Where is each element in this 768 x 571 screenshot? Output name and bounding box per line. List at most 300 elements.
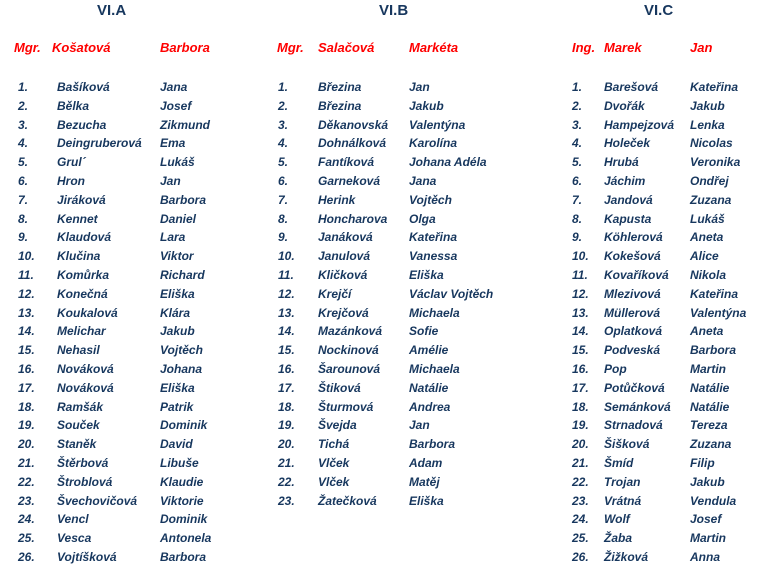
student-number: 7.	[18, 192, 29, 207]
student-surname: Honcharova	[318, 211, 388, 226]
student-given-name: Jakub	[690, 474, 725, 489]
student-given-name: Johana Adéla	[409, 155, 487, 170]
student-given-name: Barbora	[690, 343, 737, 358]
student-number: 15.	[18, 343, 35, 358]
student-surname: Vlček	[318, 455, 350, 470]
student-row	[556, 492, 768, 511]
student-number: 21.	[278, 455, 295, 470]
student-number: 8.	[572, 211, 583, 226]
student-given-name: Lukáš	[690, 211, 725, 226]
student-number: 4.	[278, 136, 289, 151]
student-given-name: Natálie	[690, 380, 730, 395]
student-row	[256, 341, 556, 360]
student-given-name: Klára	[160, 305, 191, 320]
student-surname: Krejčí	[318, 286, 352, 301]
student-surname: Hrubá	[604, 155, 639, 170]
student-given-name: Ema	[160, 136, 186, 151]
student-given-name: Josef	[160, 98, 192, 113]
student-surname: Kokešová	[604, 249, 661, 264]
student-surname: Jáchim	[604, 173, 646, 188]
student-surname: Grul´	[57, 155, 86, 170]
teacher-degree: Mgr.	[277, 40, 304, 55]
student-surname: Koukalová	[57, 305, 118, 320]
student-surname: Bezucha	[57, 117, 107, 132]
student-given-name: Eliška	[409, 267, 444, 282]
student-surname: Štěrbová	[57, 455, 109, 470]
student-number: 14.	[278, 324, 295, 339]
student-row	[0, 78, 256, 97]
student-number: 9.	[278, 230, 289, 245]
student-row	[0, 116, 256, 135]
student-number: 10.	[278, 249, 295, 264]
student-number: 5.	[572, 155, 583, 170]
student-given-name: Richard	[160, 267, 205, 282]
student-given-name: Eliška	[160, 380, 195, 395]
student-number: 19.	[278, 418, 295, 433]
student-surname: Konečná	[57, 286, 108, 301]
student-number: 18.	[572, 399, 589, 414]
student-row	[256, 360, 556, 379]
student-number: 3.	[18, 117, 29, 132]
student-given-name: Matěj	[409, 474, 440, 489]
student-row	[256, 228, 556, 247]
student-row	[556, 191, 768, 210]
student-row	[0, 97, 256, 116]
student-row	[0, 304, 256, 323]
student-number: 5.	[18, 155, 29, 170]
student-row	[0, 172, 256, 191]
student-number: 18.	[18, 399, 35, 414]
student-row	[256, 210, 556, 229]
student-given-name: Daniel	[160, 211, 197, 226]
student-given-name: Antonela	[160, 531, 212, 546]
student-given-name: Michaela	[409, 305, 460, 320]
student-given-name: Dominik	[160, 512, 208, 527]
student-surname: Jandová	[604, 192, 653, 207]
student-row	[0, 510, 256, 529]
student-given-name: Eliška	[160, 286, 195, 301]
student-number: 22.	[572, 474, 589, 489]
student-surname: Žižková	[604, 549, 649, 564]
student-row	[556, 454, 768, 473]
student-row	[0, 454, 256, 473]
student-number: 2.	[572, 98, 583, 113]
student-given-name: Barbora	[409, 437, 456, 452]
student-surname: Nováková	[57, 361, 114, 376]
student-number: 2.	[18, 98, 29, 113]
student-number: 19.	[18, 418, 35, 433]
student-number: 20.	[572, 437, 589, 452]
class-column-vi-c	[556, 0, 768, 571]
student-number: 17.	[572, 380, 589, 395]
student-row	[556, 473, 768, 492]
student-given-name: Sofie	[409, 324, 439, 339]
student-given-name: Martin	[690, 361, 726, 376]
student-number: 16.	[278, 361, 295, 376]
student-number: 3.	[572, 117, 583, 132]
student-row	[256, 435, 556, 454]
student-given-name: Valentýna	[690, 305, 747, 320]
student-given-name: Jakub	[160, 324, 195, 339]
student-row	[556, 379, 768, 398]
student-row	[256, 191, 556, 210]
student-given-name: Olga	[409, 211, 436, 226]
student-surname: Kennet	[57, 211, 98, 226]
student-number: 20.	[18, 437, 35, 452]
student-number: 16.	[572, 361, 589, 376]
student-row	[256, 492, 556, 511]
student-row	[556, 210, 768, 229]
student-number: 21.	[572, 455, 589, 470]
student-surname: Mlezivová	[604, 286, 661, 301]
student-given-name: Vojtěch	[409, 192, 452, 207]
student-row	[0, 322, 256, 341]
student-given-name: Vanessa	[409, 249, 458, 264]
student-row	[256, 398, 556, 417]
student-number: 8.	[278, 211, 289, 226]
student-surname: Pop	[604, 361, 627, 376]
student-row	[556, 398, 768, 417]
student-surname: Březina	[318, 80, 362, 94]
student-number: 9.	[572, 230, 583, 245]
student-given-name: Kateřina	[690, 286, 739, 301]
student-surname: Potůčková	[604, 380, 665, 395]
student-surname: Vrátná	[604, 493, 642, 508]
student-row	[0, 341, 256, 360]
teacher-given-name: Jan	[690, 40, 713, 55]
student-row	[256, 153, 556, 172]
student-number: 3.	[278, 117, 289, 132]
student-row	[256, 247, 556, 266]
student-surname: Wolf	[604, 512, 630, 527]
student-number: 25.	[18, 531, 35, 546]
student-number: 24.	[18, 512, 35, 527]
student-surname: Krejčová	[318, 305, 369, 320]
student-row	[256, 97, 556, 116]
student-number: 26.	[18, 549, 35, 564]
student-row	[556, 529, 768, 548]
student-surname: Švejda	[318, 418, 357, 433]
student-row	[0, 473, 256, 492]
student-given-name: Natálie	[690, 399, 730, 414]
student-surname: Šarounová	[318, 361, 381, 376]
class-title: VI.B	[379, 2, 409, 19]
student-number: 1.	[278, 80, 289, 94]
student-surname: Jiráková	[57, 192, 106, 207]
student-surname: Herink	[318, 192, 356, 207]
student-surname: Šmíd	[604, 455, 634, 470]
student-row	[0, 492, 256, 511]
student-given-name: Vojtěch	[160, 343, 203, 358]
student-surname: Šturmová	[318, 399, 374, 414]
student-row	[256, 78, 556, 97]
student-number: 13.	[278, 305, 295, 320]
student-row	[256, 285, 556, 304]
student-number: 11.	[18, 267, 34, 282]
student-row	[556, 134, 768, 153]
student-surname: Köhlerová	[604, 230, 663, 245]
student-surname: Kapusta	[604, 211, 652, 226]
student-row	[256, 134, 556, 153]
student-number: 15.	[278, 343, 295, 358]
student-number: 26.	[572, 549, 589, 564]
student-surname: Staněk	[57, 437, 97, 452]
student-surname: Hron	[57, 173, 85, 188]
student-given-name: Lukáš	[160, 155, 195, 170]
student-given-name: Jan	[160, 173, 181, 188]
student-surname: Vlček	[318, 474, 350, 489]
student-number: 16.	[18, 361, 35, 376]
student-number: 7.	[572, 192, 583, 207]
student-given-name: Tereza	[690, 418, 728, 433]
teacher-surname: Marek	[604, 40, 642, 55]
student-surname: Nockinová	[318, 343, 379, 358]
student-surname: Žaba	[604, 531, 633, 546]
student-number: 23.	[572, 493, 589, 508]
student-surname: Šišková	[604, 437, 650, 452]
student-given-name: Dominik	[160, 418, 208, 433]
student-given-name: Zuzana	[690, 192, 732, 207]
student-row	[556, 247, 768, 266]
student-row	[0, 153, 256, 172]
student-surname: Ramšák	[57, 399, 104, 414]
student-given-name: Adam	[409, 455, 443, 470]
student-number: 24.	[572, 512, 589, 527]
student-given-name: Vendula	[690, 493, 737, 508]
student-row	[556, 97, 768, 116]
student-given-name: Patrik	[160, 399, 194, 414]
student-row	[556, 285, 768, 304]
student-given-name: Amélie	[409, 343, 449, 358]
student-given-name: Lenka	[690, 117, 725, 132]
student-given-name: Aneta	[690, 230, 724, 245]
student-row	[0, 247, 256, 266]
student-row	[556, 304, 768, 323]
student-given-name: Jakub	[690, 98, 725, 113]
class-column-vi-a	[0, 0, 256, 571]
student-given-name: Ondřej	[690, 173, 729, 188]
student-row	[556, 116, 768, 135]
student-row	[0, 228, 256, 247]
class-column-vi-b	[256, 0, 556, 571]
student-given-name: Filip	[690, 455, 715, 470]
student-row	[0, 134, 256, 153]
student-row	[0, 379, 256, 398]
teacher-given-name: Markéta	[409, 40, 459, 55]
student-number: 6.	[18, 173, 29, 188]
student-given-name: Klaudie	[160, 474, 204, 489]
student-given-name: Veronika	[690, 155, 741, 170]
student-surname: Deingruberová	[57, 136, 142, 151]
student-row	[256, 473, 556, 492]
student-number: 11.	[278, 267, 294, 282]
student-given-name: Alice	[690, 249, 719, 264]
student-given-name: Jakub	[409, 98, 444, 113]
student-row	[0, 435, 256, 454]
student-number: 11.	[572, 267, 588, 282]
student-surname: Vojtíšková	[57, 549, 117, 564]
student-surname: Barešová	[604, 80, 659, 94]
student-number: 14.	[572, 324, 589, 339]
student-row	[556, 172, 768, 191]
student-number: 1.	[572, 80, 583, 94]
student-given-name: Jana	[409, 173, 437, 188]
student-list	[556, 78, 768, 567]
student-given-name: Anna	[690, 549, 720, 564]
student-number: 6.	[278, 173, 289, 188]
student-given-name: Libuše	[160, 455, 199, 470]
student-surname: Švechovičová	[57, 493, 138, 508]
student-row	[256, 172, 556, 191]
student-surname: Podveská	[604, 343, 661, 358]
student-number: 22.	[18, 474, 35, 489]
student-surname: Dvořák	[604, 98, 645, 113]
student-number: 8.	[18, 211, 29, 226]
student-list	[0, 78, 256, 567]
student-row	[256, 379, 556, 398]
student-surname: Hampejzová	[604, 117, 675, 132]
student-number: 10.	[572, 249, 589, 264]
student-given-name: Viktor	[160, 249, 194, 264]
student-given-name: Michaela	[409, 361, 460, 376]
student-given-name: Jan	[409, 418, 430, 433]
student-surname: Nováková	[57, 380, 114, 395]
student-surname: Trojan	[604, 474, 641, 489]
student-given-name: Václav Vojtěch	[409, 286, 494, 301]
student-given-name: Kateřina	[409, 230, 458, 245]
student-surname: Klaudová	[57, 230, 112, 245]
student-row	[0, 529, 256, 548]
student-surname: Souček	[57, 418, 100, 433]
student-number: 17.	[18, 380, 35, 395]
student-row	[256, 454, 556, 473]
student-surname: Bašíková	[57, 80, 110, 94]
student-row	[556, 548, 768, 567]
student-given-name: Viktorie	[160, 493, 204, 508]
student-given-name: Barbora	[160, 549, 207, 564]
student-row	[256, 116, 556, 135]
student-given-name: Zikmund	[160, 117, 210, 132]
student-given-name: Valentýna	[409, 117, 466, 132]
student-row	[556, 510, 768, 529]
student-given-name: Jan	[409, 80, 430, 94]
student-surname: Oplatková	[604, 324, 663, 339]
student-number: 20.	[278, 437, 295, 452]
student-row	[0, 210, 256, 229]
student-surname: Kovaříková	[604, 267, 669, 282]
student-row	[0, 191, 256, 210]
student-number: 12.	[278, 286, 295, 301]
teacher-degree: Ing.	[572, 40, 596, 55]
student-number: 2.	[278, 98, 289, 113]
student-number: 18.	[278, 399, 295, 414]
student-given-name: Josef	[690, 512, 722, 527]
student-surname: Kličková	[318, 267, 368, 282]
student-row	[0, 285, 256, 304]
student-number: 23.	[18, 493, 35, 508]
class-title: VI.A	[97, 2, 127, 19]
student-surname: Garneková	[318, 173, 381, 188]
student-surname: Žatečková	[318, 493, 377, 508]
student-number: 6.	[572, 173, 583, 188]
class-title: VI.C	[644, 2, 674, 19]
student-number: 1.	[18, 80, 29, 94]
student-given-name: Kateřina	[690, 80, 739, 94]
student-row	[0, 360, 256, 379]
student-row	[556, 322, 768, 341]
student-number: 23.	[278, 493, 295, 508]
student-surname: Vencl	[57, 512, 89, 527]
student-number: 4.	[18, 136, 29, 151]
teacher-degree: Mgr.	[14, 40, 41, 55]
student-surname: Děkanovská	[318, 117, 389, 132]
student-given-name: Johana	[160, 361, 203, 376]
student-number: 7.	[278, 192, 289, 207]
student-given-name: David	[160, 437, 193, 452]
student-given-name: Nicolas	[690, 136, 733, 151]
student-row	[256, 322, 556, 341]
student-surname: Komůrka	[57, 267, 110, 282]
student-surname: Bělka	[57, 98, 90, 113]
student-surname: Nehasil	[57, 343, 100, 358]
student-number: 25.	[572, 531, 589, 546]
student-row	[556, 360, 768, 379]
student-surname: Tichá	[318, 437, 350, 452]
student-given-name: Lara	[160, 230, 186, 245]
student-number: 22.	[278, 474, 295, 489]
student-given-name: Nikola	[690, 267, 727, 282]
student-number: 13.	[18, 305, 35, 320]
student-given-name: Barbora	[160, 192, 207, 207]
student-row	[556, 228, 768, 247]
student-surname: Strnadová	[604, 418, 663, 433]
student-given-name: Andrea	[409, 399, 451, 414]
student-surname: Janulová	[318, 249, 371, 264]
student-row	[0, 416, 256, 435]
student-number: 10.	[18, 249, 35, 264]
student-surname: Březina	[318, 98, 362, 113]
student-given-name: Zuzana	[690, 437, 732, 452]
student-number: 12.	[18, 286, 35, 301]
student-surname: Semánková	[604, 399, 671, 414]
student-number: 13.	[572, 305, 589, 320]
student-row	[556, 266, 768, 285]
student-number: 4.	[572, 136, 583, 151]
student-number: 21.	[18, 455, 35, 470]
teacher-surname: Salačová	[318, 40, 375, 55]
student-given-name: Karolína	[409, 136, 458, 151]
student-surname: Fantíková	[318, 155, 375, 170]
student-surname: Janáková	[318, 230, 373, 245]
student-row	[556, 416, 768, 435]
student-row	[556, 435, 768, 454]
student-number: 17.	[278, 380, 295, 395]
student-row	[0, 266, 256, 285]
teacher-surname: Košatová	[52, 40, 111, 55]
student-surname: Štiková	[318, 380, 361, 395]
student-row	[256, 416, 556, 435]
teacher-given-name: Barbora	[160, 40, 210, 55]
student-number: 5.	[278, 155, 289, 170]
student-row	[0, 398, 256, 417]
student-surname: Klučina	[57, 249, 101, 264]
student-surname: Vesca	[57, 531, 92, 546]
student-number: 9.	[18, 230, 29, 245]
student-row	[556, 341, 768, 360]
student-surname: Štroblová	[57, 474, 113, 489]
student-surname: Melichar	[57, 324, 106, 339]
student-given-name: Natálie	[409, 380, 449, 395]
